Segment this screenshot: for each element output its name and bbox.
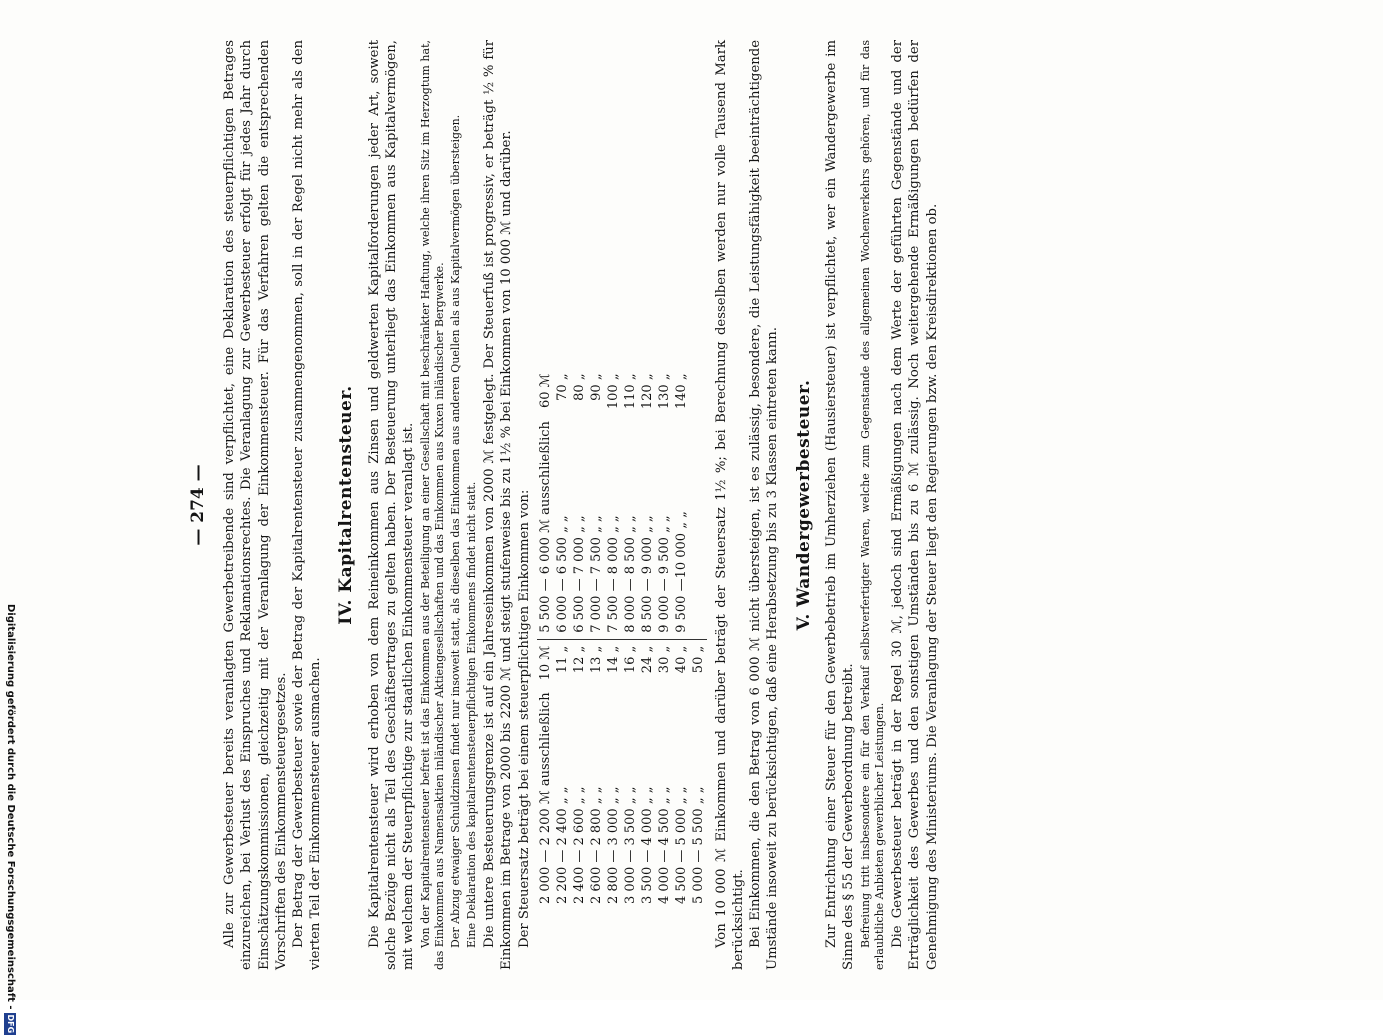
tax-rate-row xyxy=(656,367,673,910)
v-note-1: Befreiung tritt insbesondere ein für den Verkauf selbstverfertigter Waren, welche zum Gegenstande des allgemeinen Wochenverkehrs gehören, und für das erlaubtliche Anbieten gewerblicher Leistungen. xyxy=(859,40,887,970)
tax-amount-right: 120 „ xyxy=(639,373,655,410)
tax-amount-left: 13 „ xyxy=(588,645,604,674)
iv-note-3: Eine Deklaration des kapitalrentensteuerpflichtigen Einkommens findet nicht statt. xyxy=(465,481,479,948)
income-range-right: 9 500 —10 000 „ „ xyxy=(673,415,690,639)
income-range-left: 5 000 — 5 500 „ „ xyxy=(690,786,706,904)
income-range-right xyxy=(690,415,707,639)
tax-amount-left: 30 „ xyxy=(656,645,672,674)
funding-note-text: Digitalisierung gefördert durch die Deutsche Forschungsgemeinschaft - xyxy=(5,604,16,1010)
funding-note xyxy=(2,604,18,1034)
tax-rate-row xyxy=(639,367,656,910)
tax-rate-row xyxy=(571,367,588,910)
intro-paragraph-1: Alle zur Gewerbesteuer bereits veranlagten Gewerbetreibende sind verpflichtet, eine Deklaration des steuerpflichtigen Betrages einzureichen, bei Verlust des Einspruches und Reklamationsrechtes. Die Veranlagung zur Gewerbesteuer erfolgt für jedes Jahr durch Einschätzungskommissionen, gleichzeitig mit der Veranlagung der Einkommensteuer. Für das Verfahren gelten die entsprechenden Vorschriften des Einkommensteuergesetzes. xyxy=(222,40,289,970)
iv-paragraph-5: Bei Einkommen, die den Betrag von 6 000 ℳ nicht übersteigen, ist es zulässig, besondere, die Leistungsfähigkeit beeinträchtigende Umstände insoweit zu berücksichtigen, daß eine Herabsetzung bis zu 3 Klassen eintreten kann. xyxy=(748,40,781,970)
rotated-page-content xyxy=(180,0,1140,1000)
tax-rate-table xyxy=(537,367,707,910)
tax-amount-right: 90 „ xyxy=(588,373,604,401)
tax-amount-left: 50 „ xyxy=(690,645,706,674)
tax-amount-right xyxy=(690,367,707,415)
page-number: — 274 — xyxy=(188,464,208,546)
tax-rate-row xyxy=(605,367,622,910)
tax-amount-left: 12 „ xyxy=(571,645,587,674)
income-range-left: 4 500 — 5 000 „ „ xyxy=(673,786,689,904)
intro-paragraph-2: Der Betrag der Gewerbesteuer sowie der Betrag der Kapitalrentensteuer zusammengenommen, soll in der Regel nicht mehr als den vierten Teil der Einkommensteuer ausmachen. xyxy=(291,40,324,970)
iv-note-1: Von der Kapitalrentensteuer befreit ist das Einkommen aus der Beteiligung an einer Gesellschaft mit beschränkter Haftung, welche ihren Sitz im Herzogtum hat, das Einkommen aus Namensaktien inländischer Aktiengesellschaften und das Einkommen aus Kuxen inländischer Bergwerke. xyxy=(419,40,447,970)
income-range-left: 2 600 — 2 800 „ „ xyxy=(588,786,604,904)
income-range-right: 8 500 — 9 000 „ „ xyxy=(639,415,656,639)
section-heading-iv: IV. Kapitalrentensteuer. xyxy=(336,385,357,625)
section-heading-v: V. Wandergewerbesteuer. xyxy=(793,379,814,631)
tax-rate-row xyxy=(537,367,554,910)
text-column xyxy=(180,0,1140,1000)
tax-amount-right: 60 ℳ xyxy=(537,373,553,408)
income-range-left: 2 800 — 3 000 „ „ xyxy=(605,786,621,904)
tax-amount-right: 100 „ xyxy=(605,373,621,410)
income-range-right: 9 000 — 9 500 „ „ xyxy=(656,415,673,639)
funding-sidebar xyxy=(2,604,18,1034)
income-range-left: 2 000 — 2 200 ℳ ausschließlich xyxy=(537,692,553,904)
income-range-right: 5 500 — 6 000 ℳ ausschließlich xyxy=(537,415,554,639)
tax-rate-row xyxy=(588,367,605,910)
iv-paragraph-1: Die Kapitalrentensteuer wird erhoben von dem Reineinkommen aus Zinsen und geldwerten Kapitalforderungen jeder Art, soweit solche Bezüge nicht als Teil des Geschäftsertrages zu gelten haben. Der Besteuerung unterliegt das Einkommen aus Kapitalvermögen, mit welchem der Steuerpflichtige zur staatlichen Einkommensteuer veranlagt ist. xyxy=(366,40,417,970)
income-range-right: 6 500 — 7 000 „ „ xyxy=(571,415,588,639)
income-range-left: 2 400 — 2 600 „ „ xyxy=(571,786,587,904)
v-paragraph-1: Zur Entrichtung einer Steuer für den Gewerbebetrieb im Umherziehen (Hausiersteuer) ist verpflichtet, wer ein Wandergewerbe im Sinne des § 55 der Gewerbeordnung betreibt. xyxy=(823,40,857,970)
income-range-left: 2 200 — 2 400 „ „ xyxy=(554,786,570,904)
tax-rate-row xyxy=(622,367,639,910)
dfg-logo: DFG xyxy=(6,1014,15,1034)
income-range-left: 3 000 — 3 500 „ „ xyxy=(622,786,638,904)
income-range-right: 8 000 — 8 500 „ „ xyxy=(622,415,639,639)
income-range-right: 6 000 — 6 500 „ „ xyxy=(554,415,571,639)
v-paragraph-2: Die Gewerbesteuer beträgt in der Regel 30 ℳ, jedoch sind Ermäßigungen nach dem Werte der geführten Gegenstände und der Erträglichkeit des Gewerbes und den sonstigen Umständen bis zu 6 ℳ zulässig. Noch weitergehende Ermäßigungen bedürfen der Genehmigung des Ministeriums. Die Veranlagung der Steuer liegt den Regierungen bzw. den Kreisdirektionen ob. xyxy=(890,40,940,970)
iv-paragraph-4: Von 10 000 ℳ Einkommen und darüber beträgt der Steuersatz 1½ %; bei Berechnung desselben werden nur volle Tausend Mark berücksichtigt. xyxy=(713,40,747,970)
tax-amount-left: 10 ℳ xyxy=(537,645,553,681)
iv-paragraph-3: Der Steuersatz beträgt bei einem steuerpflichtigen Einkommen von: xyxy=(516,489,532,948)
tax-amount-left: 40 „ xyxy=(673,645,689,674)
income-range-right: 7 000 — 7 500 „ „ xyxy=(588,415,605,639)
tax-amount-left: 24 „ xyxy=(639,645,655,674)
income-range-left: 3 500 — 4 000 „ „ xyxy=(639,786,655,904)
iv-note-2: Der Abzug etwaiger Schuldzinsen findet nur insoweit statt, als dieselben das Einkommen aus anderen Quellen als aus Kapitalvermögen übersteigen. xyxy=(449,114,463,948)
iv-paragraph-2: Die untere Besteuerungsgrenze ist auf ein Jahreseinkommen von 2000 ℳ festgelegt. Der Steuerfuß ist progressiv, er beträgt ½ % für Einkommen im Betrage von 2000 bis 2200 ℳ und steigt stufenweise bis zu 1½ % bei Einkommen von 10 000 ℳ und darüber. xyxy=(482,40,515,970)
tax-rate-row xyxy=(673,367,690,910)
tax-amount-left: 14 „ xyxy=(605,645,621,674)
tax-amount-right: 70 „ xyxy=(554,373,570,401)
tax-rate-row xyxy=(690,367,707,910)
tax-amount-right: 80 „ xyxy=(571,373,587,401)
income-range-right: 7 500 — 8 000 „ „ xyxy=(605,415,622,639)
tax-amount-right: 130 „ xyxy=(656,373,672,410)
income-range-left: 4 000 — 4 500 „ „ xyxy=(656,786,672,904)
tax-amount-left: 11 „ xyxy=(554,645,570,674)
tax-amount-right: 110 „ xyxy=(622,373,638,410)
tax-amount-right: 140 „ xyxy=(673,373,689,410)
tax-rate-row xyxy=(554,367,571,910)
tax-amount-left: 16 „ xyxy=(622,645,638,674)
